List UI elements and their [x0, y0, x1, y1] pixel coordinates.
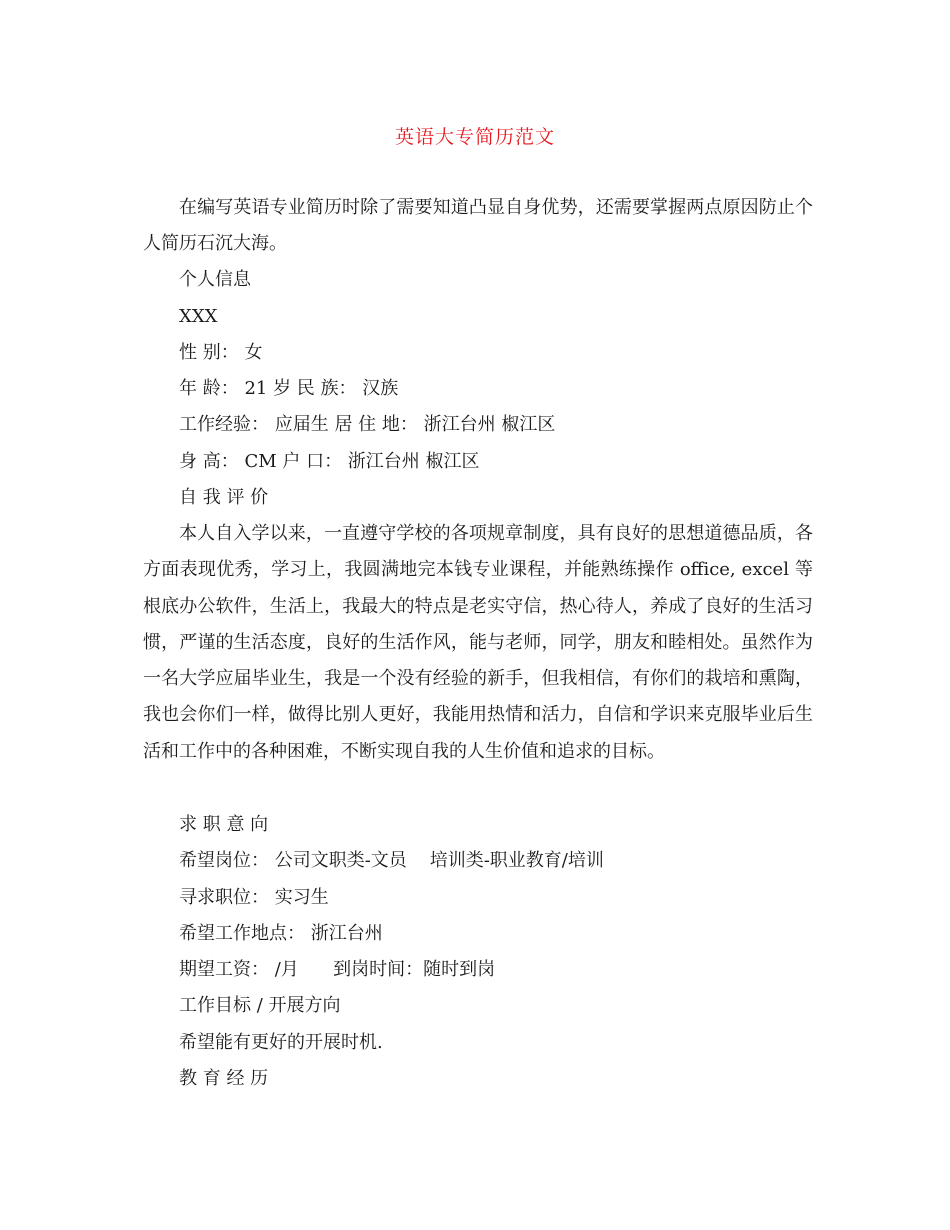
- document-title: 英语大专简历范文: [394, 126, 555, 148]
- career-goal-heading: 工作目标 / 开展方向: [179, 995, 341, 1016]
- self-evaluation-paragraph: 本人自入学以来，一直遵守学校的各项规章制度，具有良好的思想道德品质，各方面表现优秀，学习上，我圆满地完本钱专业课程，并能熟练操作 office, excel 等根底办公软件，生活上，我最大的特点是老实守信，热心待人，养成了良好的生活习惯，严谨的生活态度，良好的生活作风，能与老师，同学，朋友和睦相处。虽然作为一名大学应届毕业生，我是一个没有经验的新手，但我相信，有你们的栽培和熏陶，我也会你们一样，做得比别人更好，我能用热情和活力，自信和学识来克服毕业后生活和工作中的各种困难，不断实现自我的人生价值和追求的目标。: [143, 523, 813, 762]
- self-evaluation-heading: 自 我 评 价: [179, 487, 269, 508]
- name-field: XXX: [179, 306, 218, 327]
- desired-location-field: 希望工作地点： 浙江台州: [179, 923, 383, 944]
- intro-paragraph: 在编写英语专业简历时除了需要知道凸显自身优势，还需要掌握两点原因防止个人简历石沉大海。: [143, 197, 813, 255]
- experience-residence-field: 工作经验： 应届生 居 住 地： 浙江台州 椒江区: [179, 414, 556, 435]
- education-heading: 教 育 经 历: [179, 1068, 269, 1089]
- career-goal-text: 希望能有更好的开展时机.: [179, 1032, 383, 1053]
- job-intent-heading: 求 职 意 向: [179, 814, 269, 835]
- desired-position-field: 希望岗位： 公司文职类-文员 培训类-职业教育/培训: [179, 850, 604, 871]
- personal-info-heading: 个人信息: [179, 269, 251, 290]
- height-hukou-field: 身 高： CM 户 口： 浙江台州 椒江区: [179, 451, 480, 472]
- salary-arrival-field: 期望工资： /月 到岗时间：随时到岗: [179, 959, 496, 980]
- age-ethnicity-field: 年 龄： 21 岁 民 族： 汉族: [179, 378, 399, 399]
- gender-field: 性 别： 女: [179, 342, 263, 363]
- seeking-position-field: 寻求职位： 实习生: [179, 887, 329, 908]
